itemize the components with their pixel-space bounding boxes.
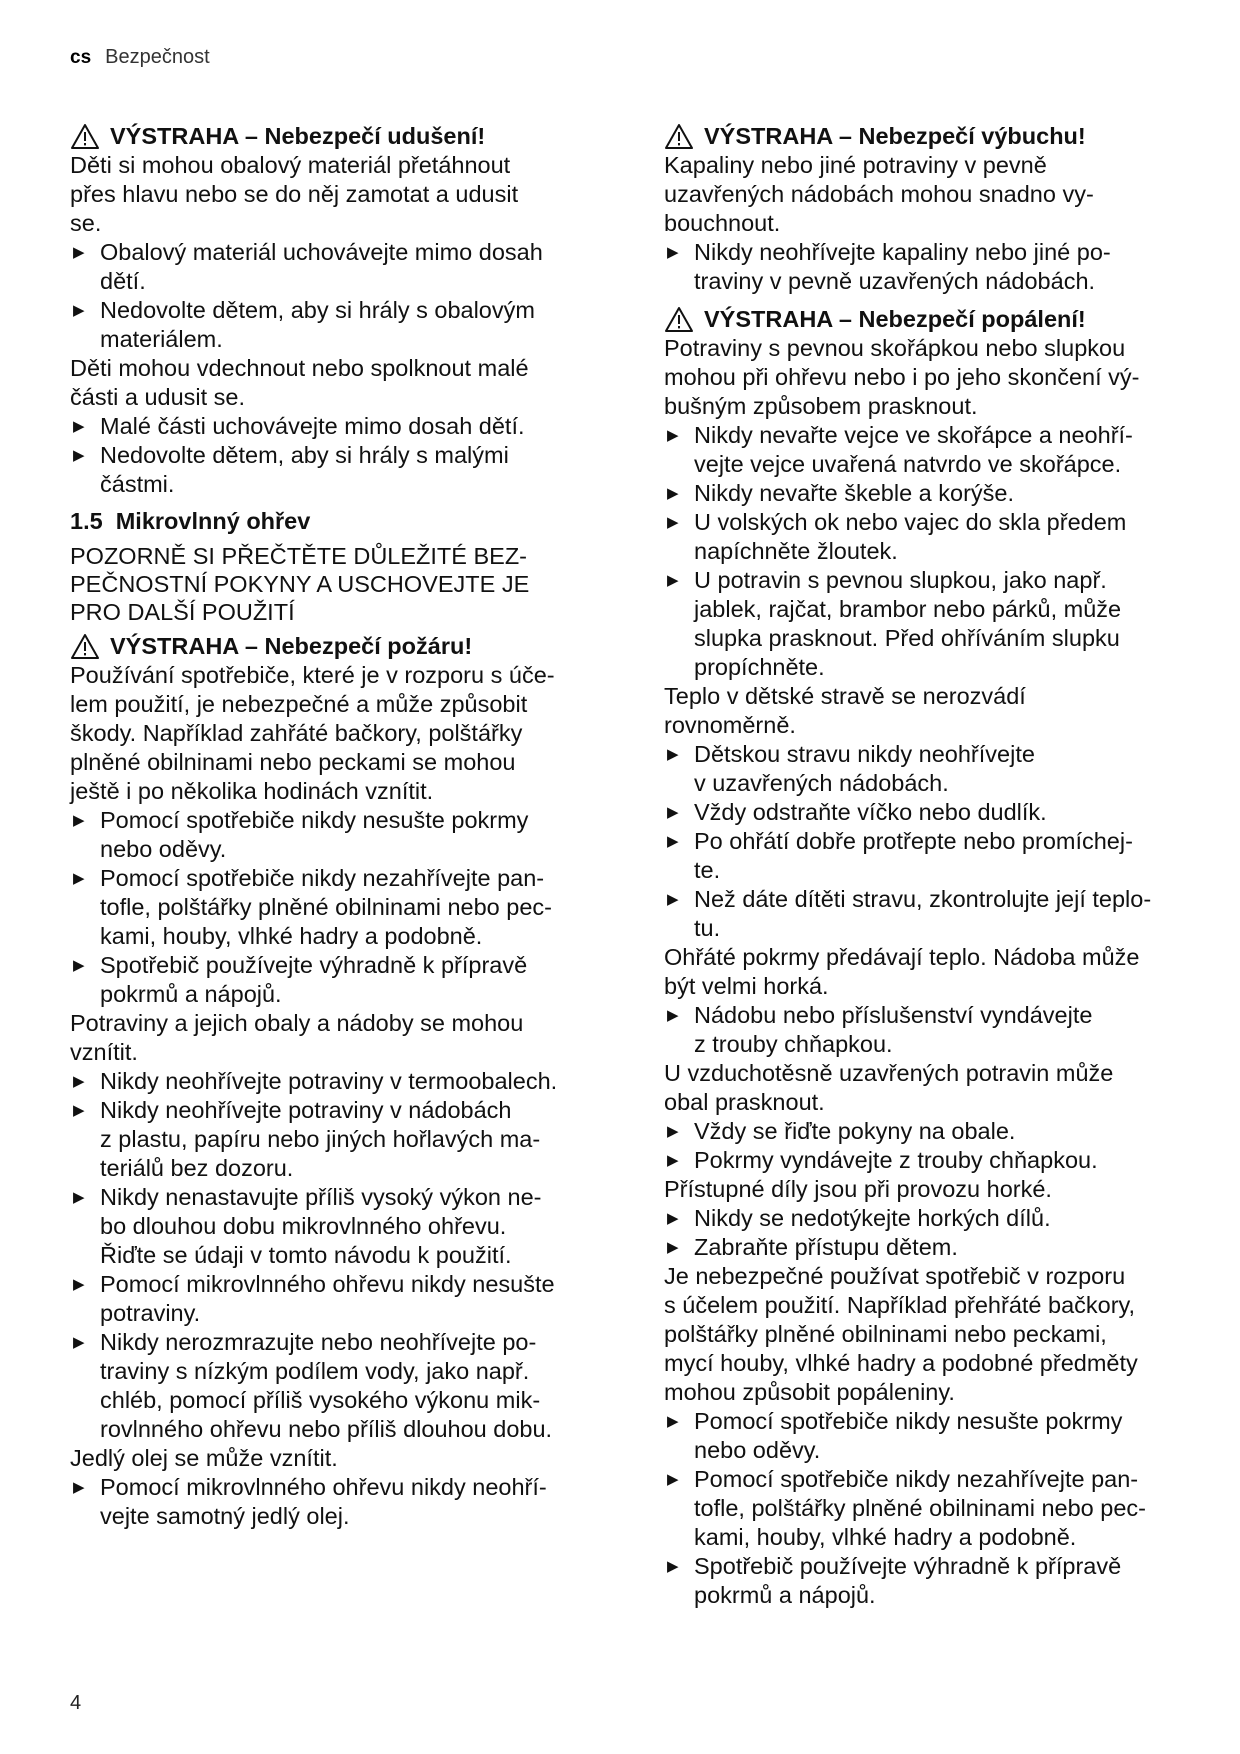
bullet-arrow-icon: ▶ — [73, 1276, 85, 1293]
list-item: ▶ Po ohřátí dobře protřepte nebo promíchej- te. — [667, 828, 1133, 883]
section-title: Bezpečnost — [105, 46, 210, 68]
bullet-arrow-icon: ▶ — [667, 746, 679, 763]
warning-triangle-icon — [664, 123, 694, 150]
list-item: ▶ Nádobu nebo příslušenství vyndávejte z trouby chňapkou. — [667, 1002, 1093, 1057]
bullet-arrow-icon: ▶ — [73, 447, 85, 464]
list-item: ▶ Nikdy nenastavujte příliš vysoký výkon ne- bo dlouhou dobu mikrovlnného ohřevu. Řiďte se údaji v tomto návodu k použití. — [73, 1184, 542, 1268]
list-item: ▶ Pomocí mikrovlnného ohřevu nikdy nesušte potraviny. — [73, 1271, 555, 1326]
list-item: ▶ Zabraňte přístupu dětem. — [667, 1234, 958, 1260]
warning-triangle-icon — [70, 123, 100, 150]
paragraph: Jedlý olej se může vznítit. — [70, 1445, 338, 1471]
bullet-arrow-icon: ▶ — [73, 418, 85, 435]
list-item: ▶ Pomocí spotřebiče nikdy nesušte pokrmy nebo oděvy. — [667, 1408, 1123, 1463]
bullet-arrow-icon: ▶ — [73, 1334, 85, 1351]
language-code: cs — [70, 47, 92, 68]
bullet-arrow-icon: ▶ — [73, 1102, 85, 1119]
paragraph: Potraviny s pevnou skořápkou nebo slupkou mohou při ohřevu nebo i po jeho skončení vý- bušným způsobem prasknout. — [664, 335, 1140, 419]
list-item: ▶ Nikdy neohřívejte potraviny v nádobách z plastu, papíru nebo jiných hořlavých ma- teriálů bez dozoru. — [73, 1097, 541, 1181]
page-header — [70, 46, 210, 69]
paragraph: Kapaliny nebo jiné potraviny v pevně uzavřených nádobách mohou snadno vy- bouchnout. — [664, 152, 1094, 236]
warning-title: VÝSTRAHA – Nebezpečí udušení! — [70, 122, 610, 151]
list-item: ▶ Pomocí spotřebiče nikdy nezahřívejte pan- tofle, polštářky plněné obilninami nebo pec- kami, houby, vlhké hadry a podobně. — [73, 865, 552, 949]
list-item: ▶ Vždy odstraňte víčko nebo dudlík. — [667, 799, 1047, 825]
list-item: ▶ Nikdy neohřívejte kapaliny nebo jiné po- traviny v pevně uzavřených nádobách. — [667, 239, 1111, 294]
list-item: ▶ Pomocí mikrovlnného ohřevu nikdy neohří- vejte samotný jedlý olej. — [73, 1474, 547, 1529]
warning-triangle-icon — [664, 306, 694, 333]
bullet-arrow-icon: ▶ — [73, 1189, 85, 1206]
list-item: ▶ Nikdy se nedotýkejte horkých dílů. — [667, 1205, 1051, 1231]
paragraph: Je nebezpečné používat spotřebič v rozporu s účelem použití. Například přehřáté bačkory, polštářky plněné obilninami nebo peckami, mycí houby, vlhké hadry a podobné předměty mohou způsobit popáleniny. — [664, 1263, 1138, 1405]
list-item: ▶ Nedovolte dětem, aby si hrály s malými částmi. — [73, 442, 509, 497]
bullet-arrow-icon: ▶ — [667, 1239, 679, 1256]
list-item: ▶ Nikdy nevařte vejce ve skořápce a neohří- vejte vejce uvařená natvrdo ve skořápce. — [667, 422, 1133, 477]
bullet-arrow-icon: ▶ — [667, 485, 679, 502]
list-item: ▶ Dětskou stravu nikdy neohřívejte v uzavřených nádobách. — [667, 741, 1035, 796]
warning-title: VÝSTRAHA – Nebezpečí popálení! — [664, 305, 1212, 334]
paragraph: Děti si mohou obalový materiál přetáhnout přes hlavu nebo se do něj zamotat a udusit se. — [70, 152, 519, 236]
bullet-arrow-icon: ▶ — [667, 891, 679, 908]
bullet-arrow-icon: ▶ — [73, 1073, 85, 1090]
paragraph: Teplo v dětské stravě se nerozvádí rovnoměrně. — [664, 683, 1026, 738]
list-item: ▶ Spotřebič používejte výhradně k přípravě pokrmů a nápojů. — [73, 952, 528, 1007]
list-item: ▶ Nikdy nerozmrazujte nebo neohřívejte po- traviny s nízkým podílem vody, jako např. chléb, pomocí příliš vysokého výkonu mik- rovlnného ohřevu nebo příliš dlouhou dobu. — [73, 1329, 553, 1442]
list-item: ▶ Nikdy nevařte škeble a korýše. — [667, 480, 1015, 506]
bullet-arrow-icon: ▶ — [667, 427, 679, 444]
list-item: ▶ Pokrmy vyndávejte z trouby chňapkou. — [667, 1147, 1098, 1173]
paragraph: U vzduchotěsně uzavřených potravin může obal prasknout. — [664, 1060, 1114, 1115]
bullet-arrow-icon: ▶ — [667, 572, 679, 589]
paragraph: Děti mohou vdechnout nebo spolknout malé části a udusit se. — [70, 355, 529, 410]
bullet-arrow-icon: ▶ — [667, 1210, 679, 1227]
bullet-arrow-icon: ▶ — [667, 1007, 679, 1024]
paragraph: Potraviny a jejich obaly a nádoby se mohou vznítit. — [70, 1010, 524, 1065]
bullet-arrow-icon: ▶ — [667, 1413, 679, 1430]
bullet-arrow-icon: ▶ — [73, 244, 85, 261]
list-item: ▶ U potravin s pevnou slupkou, jako např. jablek, rajčat, brambor nebo párků, může slupka prasknout. Před ohříváním slupku propíchněte. — [667, 567, 1122, 680]
right-column — [664, 122, 1212, 1610]
bullet-arrow-icon: ▶ — [667, 244, 679, 261]
list-item: ▶ Pomocí spotřebiče nikdy nezahřívejte pan- tofle, polštářky plněné obilninami nebo pec- kami, houby, vlhké hadry a podobně. — [667, 1466, 1146, 1550]
bullet-arrow-icon: ▶ — [667, 1558, 679, 1575]
important-notice: POZORNĚ SI PŘEČTĚTE DŮLEŽITÉ BEZ- PEČNOSTNÍ POKYNY A USCHOVEJTE JE PRO DALŠÍ POUŽITÍ — [70, 543, 530, 625]
warning-title: VÝSTRAHA – Nebezpečí výbuchu! — [664, 122, 1212, 151]
list-item: ▶ Malé části uchovávejte mimo dosah dětí. — [73, 413, 525, 439]
bullet-arrow-icon: ▶ — [73, 870, 85, 887]
bullet-arrow-icon: ▶ — [667, 833, 679, 850]
section-heading: 1.5 Mikrovlnný ohřev — [70, 508, 311, 534]
bullet-arrow-icon: ▶ — [73, 957, 85, 974]
left-column — [70, 122, 610, 1531]
paragraph: Ohřáté pokrmy předávají teplo. Nádoba může být velmi horká. — [664, 944, 1140, 999]
list-item: ▶ Vždy se řiďte pokyny na obale. — [667, 1118, 1016, 1144]
list-item: ▶ Obalový materiál uchovávejte mimo dosah dětí. — [73, 239, 543, 294]
bullet-arrow-icon: ▶ — [667, 1123, 679, 1140]
list-item: ▶ Pomocí spotřebiče nikdy nesušte pokrmy nebo oděvy. — [73, 807, 529, 862]
list-item: ▶ Nedovolte dětem, aby si hrály s obalovým materiálem. — [73, 297, 535, 352]
bullet-arrow-icon: ▶ — [73, 302, 85, 319]
bullet-arrow-icon: ▶ — [667, 1152, 679, 1169]
bullet-arrow-icon: ▶ — [73, 1479, 85, 1496]
list-item: ▶ Spotřebič používejte výhradně k přípravě pokrmů a nápojů. — [667, 1553, 1122, 1608]
list-item: ▶ Nikdy neohřívejte potraviny v termoobalech. — [73, 1068, 558, 1094]
warning-title: VÝSTRAHA – Nebezpečí požáru! — [70, 632, 610, 661]
list-item: ▶ Než dáte dítěti stravu, zkontrolujte její teplo- tu. — [667, 886, 1152, 941]
bullet-arrow-icon: ▶ — [667, 514, 679, 531]
bullet-arrow-icon: ▶ — [667, 804, 679, 821]
list-item: ▶ U volských ok nebo vajec do skla předem napíchněte žloutek. — [667, 509, 1127, 564]
bullet-arrow-icon: ▶ — [667, 1471, 679, 1488]
warning-triangle-icon — [70, 633, 100, 660]
paragraph: Přístupné díly jsou při provozu horké. — [664, 1176, 1052, 1202]
bullet-arrow-icon: ▶ — [73, 812, 85, 829]
paragraph: Používání spotřebiče, které je v rozporu s úče- lem použití, je nebezpečné a může způsobit škody. Například zahřáté bačkory, polštářky plněné obilninami nebo peckami se mohou ještě i po několika hodinách vznítit. — [70, 662, 555, 804]
page-number: 4 — [70, 1692, 82, 1714]
